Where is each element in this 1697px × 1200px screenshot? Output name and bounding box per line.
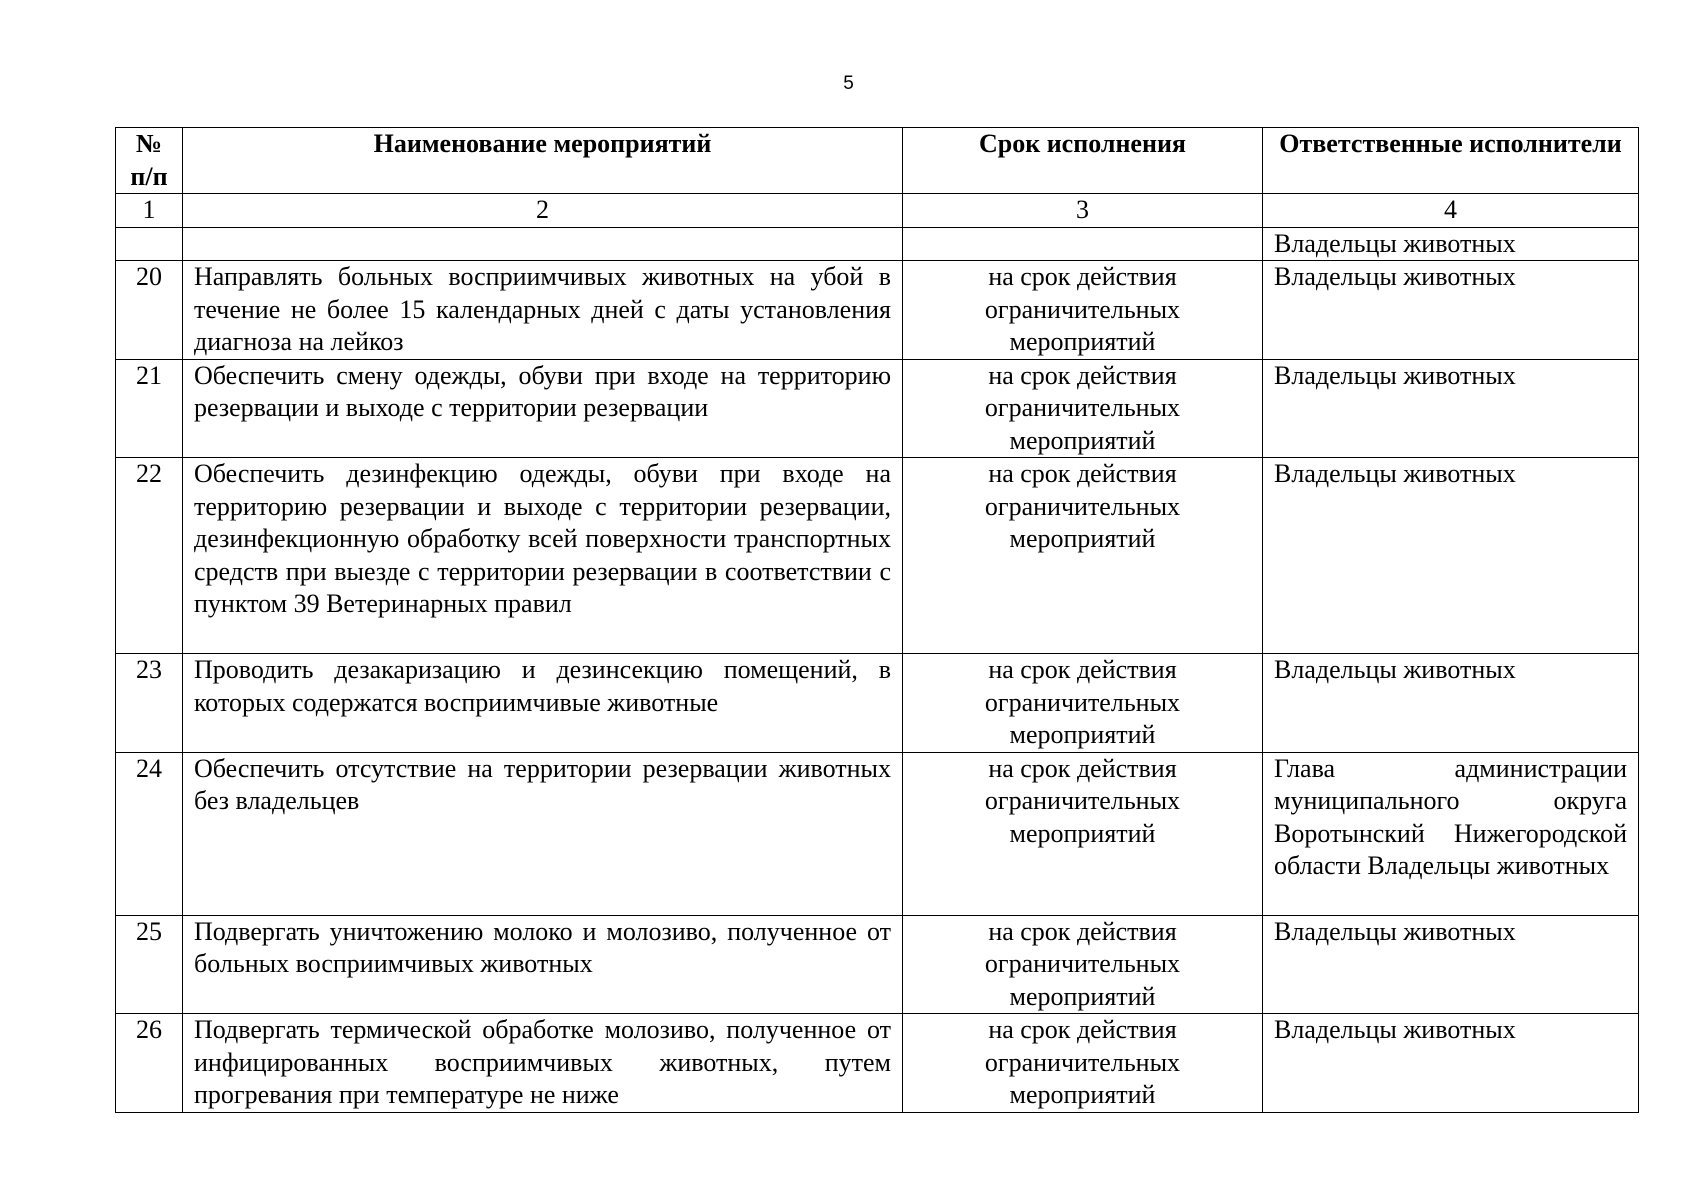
column-index: 3 xyxy=(903,194,1263,228)
table-row xyxy=(116,359,1639,458)
measure-name: Обеспечить отсутствие на территории резервации животных без владельцев xyxy=(183,752,903,915)
page-number: 5 xyxy=(843,73,854,94)
table-row xyxy=(116,915,1639,1014)
measure-name: Подвергать термической обработке молозиво, полученное от инфицированных восприимчивых животных, путем прогревания при температуре не ниже xyxy=(183,1014,903,1113)
header-term: Срок исполнения xyxy=(903,128,1263,194)
header-num: № п/п xyxy=(116,128,183,194)
measure-responsible: Глава администрации муниципального округа Воротынский Нижегородской области Владельцы животных xyxy=(1263,752,1639,915)
measure-term: на срок действия ограничительных мероприятий xyxy=(903,1014,1263,1113)
header-name: Наименование мероприятий xyxy=(183,128,903,194)
measure-term: на срок действия ограничительных мероприятий xyxy=(903,359,1263,458)
measure-term xyxy=(903,227,1263,261)
row-number: 22 xyxy=(116,458,183,654)
table-row xyxy=(116,1014,1639,1113)
column-index: 1 xyxy=(116,194,183,228)
measure-name: Обеспечить смену одежды, обуви при входе на территорию резервации и выходе с территории резервации xyxy=(183,359,903,458)
measure-term: на срок действия ограничительных мероприятий xyxy=(903,752,1263,915)
measure-name: Подвергать уничтожению молоко и молозиво, полученное от больных восприимчивых животных xyxy=(183,915,903,1014)
table-header-row xyxy=(116,128,1639,194)
row-number: 23 xyxy=(116,654,183,753)
row-number: 24 xyxy=(116,752,183,915)
measure-responsible: Владельцы животных xyxy=(1263,458,1639,654)
measure-term: на срок действия ограничительных мероприятий xyxy=(903,654,1263,753)
measure-responsible: Владельцы животных xyxy=(1263,654,1639,753)
table-row xyxy=(116,752,1639,915)
table-row xyxy=(116,458,1639,654)
measure-term: на срок действия ограничительных мероприятий xyxy=(903,915,1263,1014)
measure-term: на срок действия ограничительных мероприятий xyxy=(903,261,1263,360)
row-number: 26 xyxy=(116,1014,183,1113)
measure-responsible: Владельцы животных xyxy=(1263,915,1639,1014)
column-index-row xyxy=(116,194,1639,228)
row-number xyxy=(116,227,183,261)
measure-responsible: Владельцы животных xyxy=(1263,1014,1639,1113)
table-row xyxy=(116,261,1639,360)
row-number: 20 xyxy=(116,261,183,360)
measures-table xyxy=(115,127,1639,1113)
measure-responsible: Владельцы животных xyxy=(1263,227,1639,261)
column-index: 4 xyxy=(1263,194,1639,228)
measure-name: Проводить дезакаризацию и дезинсекцию помещений, в которых содержатся восприимчивые животные xyxy=(183,654,903,753)
header-responsible: Ответственные исполнители xyxy=(1263,128,1639,194)
measure-name: Обеспечить дезинфекцию одежды, обуви при входе на территорию резервации и выходе с территории резервации, дезинфекционную обработку всей поверхности транспортных средств при выезде с территории резервации в соответствии с пунктом 39 Ветеринарных правил xyxy=(183,458,903,654)
row-number: 25 xyxy=(116,915,183,1014)
measure-name: Направлять больных восприимчивых животных на убой в течение не более 15 календарных дней с даты установления диагноза на лейкоз xyxy=(183,261,903,360)
measure-name xyxy=(183,227,903,261)
measure-responsible: Владельцы животных xyxy=(1263,261,1639,360)
table-row xyxy=(116,654,1639,753)
continuation-row xyxy=(116,227,1639,261)
row-number: 21 xyxy=(116,359,183,458)
measure-term: на срок действия ограничительных мероприятий xyxy=(903,458,1263,654)
column-index: 2 xyxy=(183,194,903,228)
measure-responsible: Владельцы животных xyxy=(1263,359,1639,458)
